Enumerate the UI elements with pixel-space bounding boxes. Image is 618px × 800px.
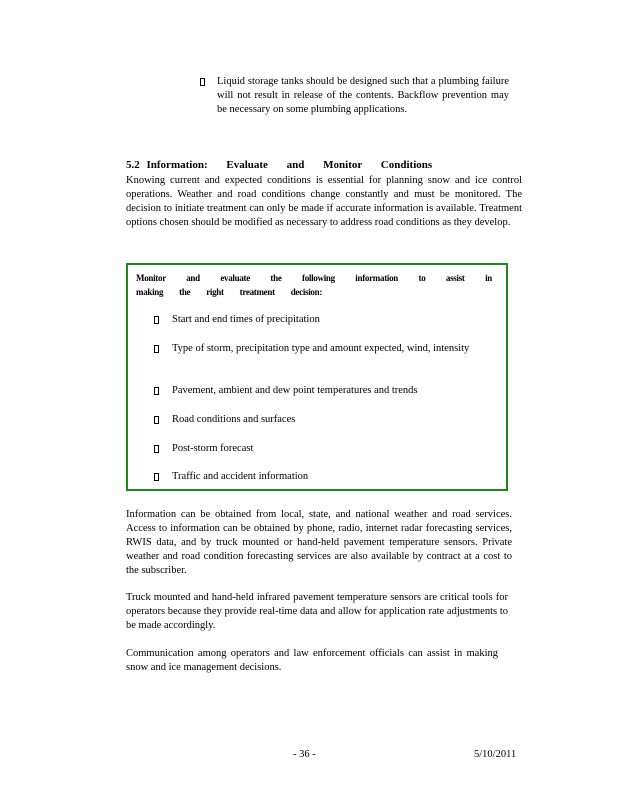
list-item-text: Road conditions and surfaces xyxy=(172,414,296,425)
list-item-text: Pavement, ambient and dew point temperatures and trends xyxy=(172,385,418,396)
square-bullet-icon xyxy=(154,345,159,353)
top-bullet-text: Liquid storage tanks should be designed such that a plumbing failure will not result in release of the contents. Backflow prevention may be necessary on some plumbing applications. xyxy=(217,76,509,115)
square-bullet-icon xyxy=(154,416,159,424)
square-bullet-icon xyxy=(154,473,159,481)
paragraph-sensors: Truck mounted and hand-held infrared pavement temperature sensors are critical tools for operators because they provide real-time data and allow for application rate adjustments to be made accordingly. xyxy=(126,592,508,631)
paragraph-communication: Communication among operators and law enforcement officials can assist in making snow and ice management decisions. xyxy=(126,648,498,673)
list-item-text: Post-storm forecast xyxy=(172,443,254,454)
square-bullet-icon xyxy=(200,78,205,86)
square-bullet-icon xyxy=(154,316,159,324)
list-item-text: Type of storm, precipitation type and amount expected, wind, intensity xyxy=(172,343,470,354)
square-bullet-icon xyxy=(154,445,159,453)
section-title: Information: Evaluate and Monitor Conditions xyxy=(146,159,433,171)
footer-date: 5/10/2011 xyxy=(474,749,517,760)
list-item-text: Start and end times of precipitation xyxy=(172,314,320,325)
list-item-text: Traffic and accident information xyxy=(172,471,309,482)
section-paragraph: Knowing current and expected conditions is essential for planning snow and ice control operations. Weather and road conditions change constantly and must be monitored. The decision to initiate treatment can only be made if accurate information is available. Treatment options chosen should be modified as necessary to address road conditions as they develop. xyxy=(126,175,522,228)
info-box-intro: Monitor and evaluate the following information to assist in making the right treatment decision: xyxy=(136,273,492,297)
paragraph-info-sources: Information can be obtained from local, state, and national weather and road services. Access to information can be obtained by phone, radio, internet radar forecasting services, RWIS data, and by truck mounted or hand-held pavement temperature sensors. Private weather and road condition forecasting services are also available by contract at a cost to the subscriber. xyxy=(126,509,512,576)
section-number: 5.2 xyxy=(126,159,140,171)
info-box xyxy=(126,263,508,491)
square-bullet-icon xyxy=(154,387,159,395)
page-number: - 36 - xyxy=(293,749,316,760)
section-heading xyxy=(126,158,506,172)
